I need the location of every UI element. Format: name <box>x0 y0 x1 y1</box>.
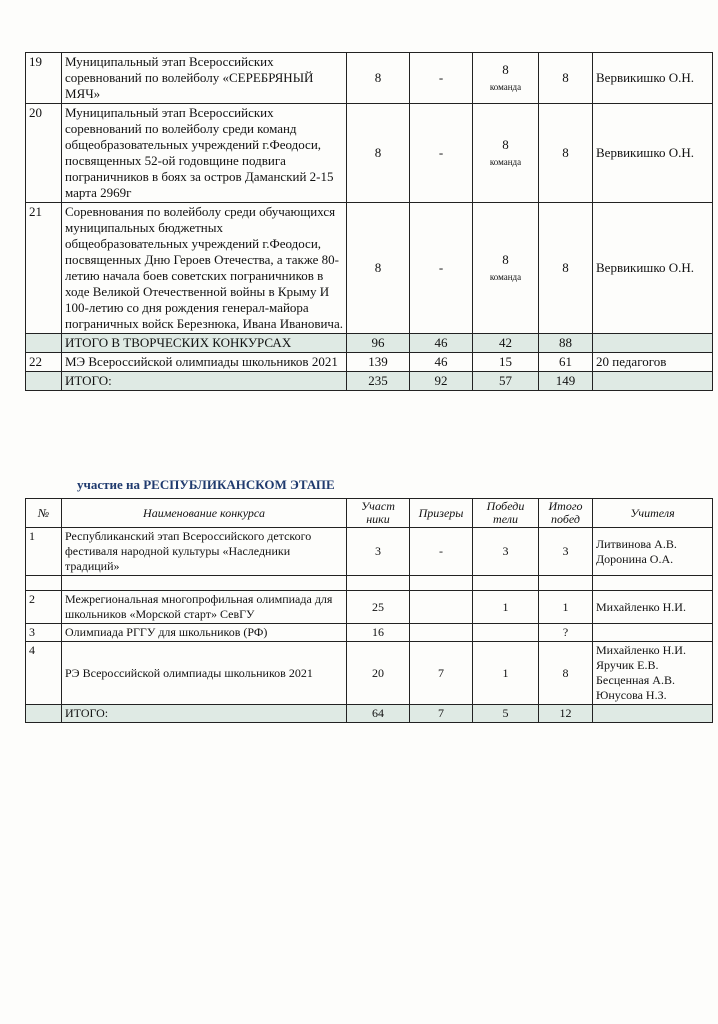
total-cell: 149 <box>539 372 593 391</box>
prize-cell: 7 <box>410 705 473 723</box>
winners-cell: 3 <box>473 528 539 576</box>
participants-cell: 64 <box>347 705 410 723</box>
row-number: 2 <box>26 591 62 624</box>
winners-cell: 42 <box>473 334 539 353</box>
winners-cell <box>473 624 539 642</box>
row-number: 4 <box>26 642 62 705</box>
participants-cell: 139 <box>347 353 410 372</box>
winners-cell <box>473 203 539 334</box>
header-participants: Участ ники <box>347 499 410 528</box>
contest-name: Муниципальный этап Всероссийских соревнований по волейболу среди команд общеобразовательных учреждений г.Феодоси, посвященных 52-ой годовщине подвига пограничников в боях за остров Даманский 2-15 марта 2969г <box>62 104 347 203</box>
prize-cell: 46 <box>410 353 473 372</box>
winners-sub: команда <box>489 272 522 282</box>
participants-cell: 96 <box>347 334 410 353</box>
creative-total-row <box>26 334 713 353</box>
results-table-republican <box>25 498 713 723</box>
participants-cell: 16 <box>347 624 410 642</box>
total-label: ИТОГО В ТВОРЧЕСКИХ КОНКУРСАХ <box>62 334 347 353</box>
empty-cell <box>593 372 713 391</box>
table-row <box>26 591 713 624</box>
teacher-cell: Вервикишко О.Н. <box>593 203 713 334</box>
empty-cell <box>593 705 713 723</box>
winners-cell: 5 <box>473 705 539 723</box>
table-header <box>26 499 713 528</box>
contest-name: РЭ Всероссийской олимпиады школьников 2021 <box>62 642 347 705</box>
prize-cell: - <box>410 53 473 104</box>
teacher-cell: Михайленко Н.И. Яручик Е.В. Бесценная А.В. Юнусова Н.З. <box>593 642 713 705</box>
total-cell: 8 <box>539 203 593 334</box>
teacher-cell: Вервикишко О.Н. <box>593 104 713 203</box>
winners-value: 8 <box>502 252 509 267</box>
participants-cell: 8 <box>347 203 410 334</box>
total-label: ИТОГО: <box>62 705 347 723</box>
winners-value: 8 <box>502 137 509 152</box>
prize-cell: 7 <box>410 642 473 705</box>
grand-total-row <box>26 372 713 391</box>
total-cell: 3 <box>539 528 593 576</box>
table-row <box>26 203 713 334</box>
total-cell: 8 <box>539 642 593 705</box>
winners-cell: 15 <box>473 353 539 372</box>
empty-cell <box>593 334 713 353</box>
teacher-cell: 20 педагогов <box>593 353 713 372</box>
table-row <box>26 642 713 705</box>
contest-name: Республиканский этап Всероссийского детского фестиваля народной культуры «Наследники традиций» <box>62 528 347 576</box>
winners-sub: команда <box>489 82 522 92</box>
prize-cell <box>410 624 473 642</box>
empty-cell <box>26 705 62 723</box>
table-row <box>26 528 713 576</box>
total-cell: 8 <box>539 104 593 203</box>
participants-cell: 235 <box>347 372 410 391</box>
total-cell: 8 <box>539 53 593 104</box>
teacher-cell: Литвинова А.В. Доронина О.А. <box>593 528 713 576</box>
participants-cell: 25 <box>347 591 410 624</box>
teacher-cell: Вервикишко О.Н. <box>593 53 713 104</box>
section-title: участие на РЕСПУБЛИКАНСКОМ ЭТАПЕ <box>77 477 335 492</box>
results-table-municipal <box>25 52 713 391</box>
table-row <box>26 353 713 372</box>
participants-cell: 3 <box>347 528 410 576</box>
header-name: Наименование конкурса <box>62 499 347 528</box>
header-prize: Призеры <box>410 499 473 528</box>
empty-row <box>26 576 713 591</box>
contest-name: МЭ Всероссийской олимпиады школьников 2021 <box>62 353 347 372</box>
prize-cell: - <box>410 528 473 576</box>
participants-cell: 20 <box>347 642 410 705</box>
total-label: ИТОГО: <box>62 372 347 391</box>
contest-name: Межрегиональная многопрофильная олимпиада для школьников «Морской старт» СевГУ <box>62 591 347 624</box>
row-number: 3 <box>26 624 62 642</box>
row-number: 20 <box>26 104 62 203</box>
teacher-cell <box>593 624 713 642</box>
header-winners: Победи тели <box>473 499 539 528</box>
contest-name: Муниципальный этап Всероссийских соревнований по волейболу «СЕРЕБРЯНЫЙ МЯЧ» <box>62 53 347 104</box>
table-row <box>26 104 713 203</box>
participants-cell: 8 <box>347 104 410 203</box>
prize-cell: 46 <box>410 334 473 353</box>
row-number: 21 <box>26 203 62 334</box>
contest-name: Соревнования по волейболу среди обучающихся муниципальных бюджетных общеобразовательных учреждений г.Феодоси, посвященных Дню Героев Отечества, а также 80-летию начала боев советских пограничников в ходе Великой Отечественной войны в Крыму И 100-летию со дня рождения генерал-майора пограничных войск Березнюка, Ивана Ивановича. <box>62 203 347 334</box>
table-row <box>26 624 713 642</box>
winners-value: 8 <box>502 62 509 77</box>
total-cell: 1 <box>539 591 593 624</box>
total-cell: 12 <box>539 705 593 723</box>
row-number: 1 <box>26 528 62 576</box>
winners-cell <box>473 53 539 104</box>
empty-cell <box>26 334 62 353</box>
contest-name: Олимпиада РГГУ для школьников (РФ) <box>62 624 347 642</box>
prize-cell: - <box>410 203 473 334</box>
teacher-cell: Михайленко Н.И. <box>593 591 713 624</box>
row-number: 22 <box>26 353 62 372</box>
total-cell: 61 <box>539 353 593 372</box>
empty-cell <box>26 372 62 391</box>
prize-cell: - <box>410 104 473 203</box>
winners-sub: команда <box>489 157 522 167</box>
participants-cell: 8 <box>347 53 410 104</box>
winners-cell: 57 <box>473 372 539 391</box>
table-row <box>26 53 713 104</box>
header-teachers: Учителя <box>593 499 713 528</box>
prize-cell <box>410 591 473 624</box>
total-cell: ? <box>539 624 593 642</box>
header-number: № <box>26 499 62 528</box>
prize-cell: 92 <box>410 372 473 391</box>
total-cell: 88 <box>539 334 593 353</box>
winners-cell: 1 <box>473 591 539 624</box>
winners-cell: 1 <box>473 642 539 705</box>
winners-cell <box>473 104 539 203</box>
total-row <box>26 705 713 723</box>
row-number: 19 <box>26 53 62 104</box>
header-total: Итого побед <box>539 499 593 528</box>
